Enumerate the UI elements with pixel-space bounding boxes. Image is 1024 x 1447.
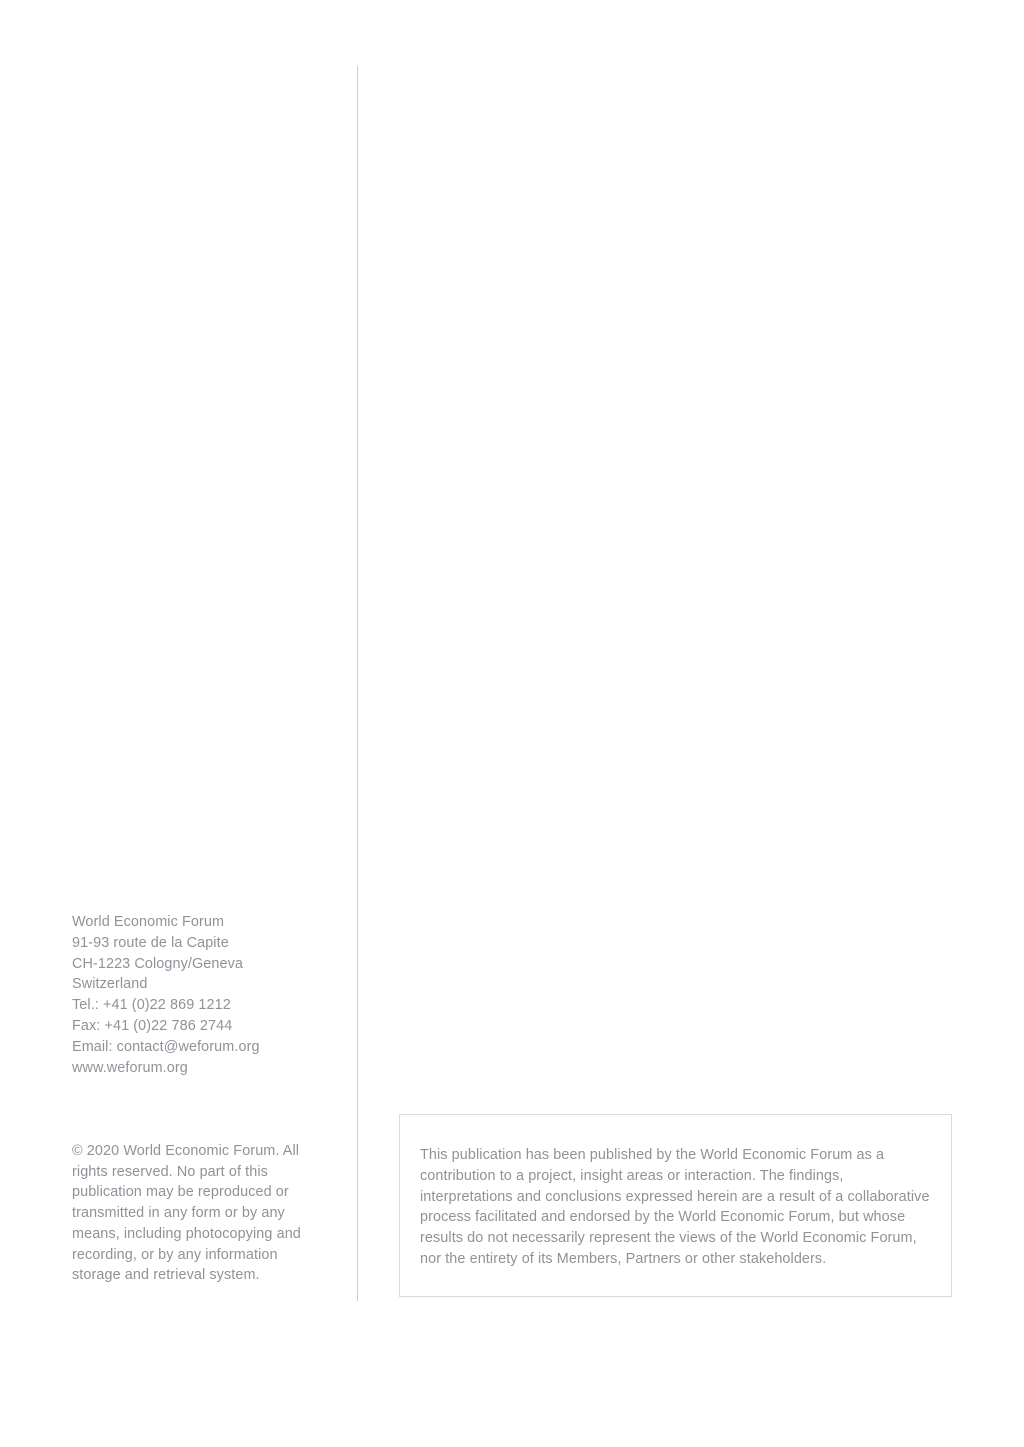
contact-telephone: Tel.: +41 (0)22 869 1212 xyxy=(72,997,231,1014)
copyright-notice: © 2020 World Economic Forum. All rights reserved. No part of this publication may be reproduced or transmitted in any form or by any means, including photocopying and recording, or by any information storage and retrieval system. xyxy=(72,1143,301,1284)
disclaimer-text: This publication has been published by the World Economic Forum as a contribution to a project, insight areas or interaction. The findings, interpretations and conclusions expressed herein are a result of a collaborative process facilitated and endorsed by the World Economic Forum, but whose results do not necessarily represent the views of the World Economic Forum, nor the entirety of its Members, Partners or other stakeholders. xyxy=(420,1147,930,1267)
disclaimer-box xyxy=(399,1114,952,1297)
contact-organization: World Economic Forum xyxy=(72,914,225,930)
contact-country: Switzerland xyxy=(72,976,148,993)
contact-website: www.weforum.org xyxy=(72,1059,188,1076)
contact-city: CH-1223 Cologny/Geneva xyxy=(72,955,243,972)
contact-email: Email: contact@weforum.org xyxy=(72,1038,260,1055)
contact-fax: Fax: +41 (0)22 786 2744 xyxy=(72,1017,233,1034)
contact-street: 91-93 route de la Capite xyxy=(72,934,229,951)
contact-block xyxy=(72,912,342,1078)
vertical-divider xyxy=(357,66,358,1301)
